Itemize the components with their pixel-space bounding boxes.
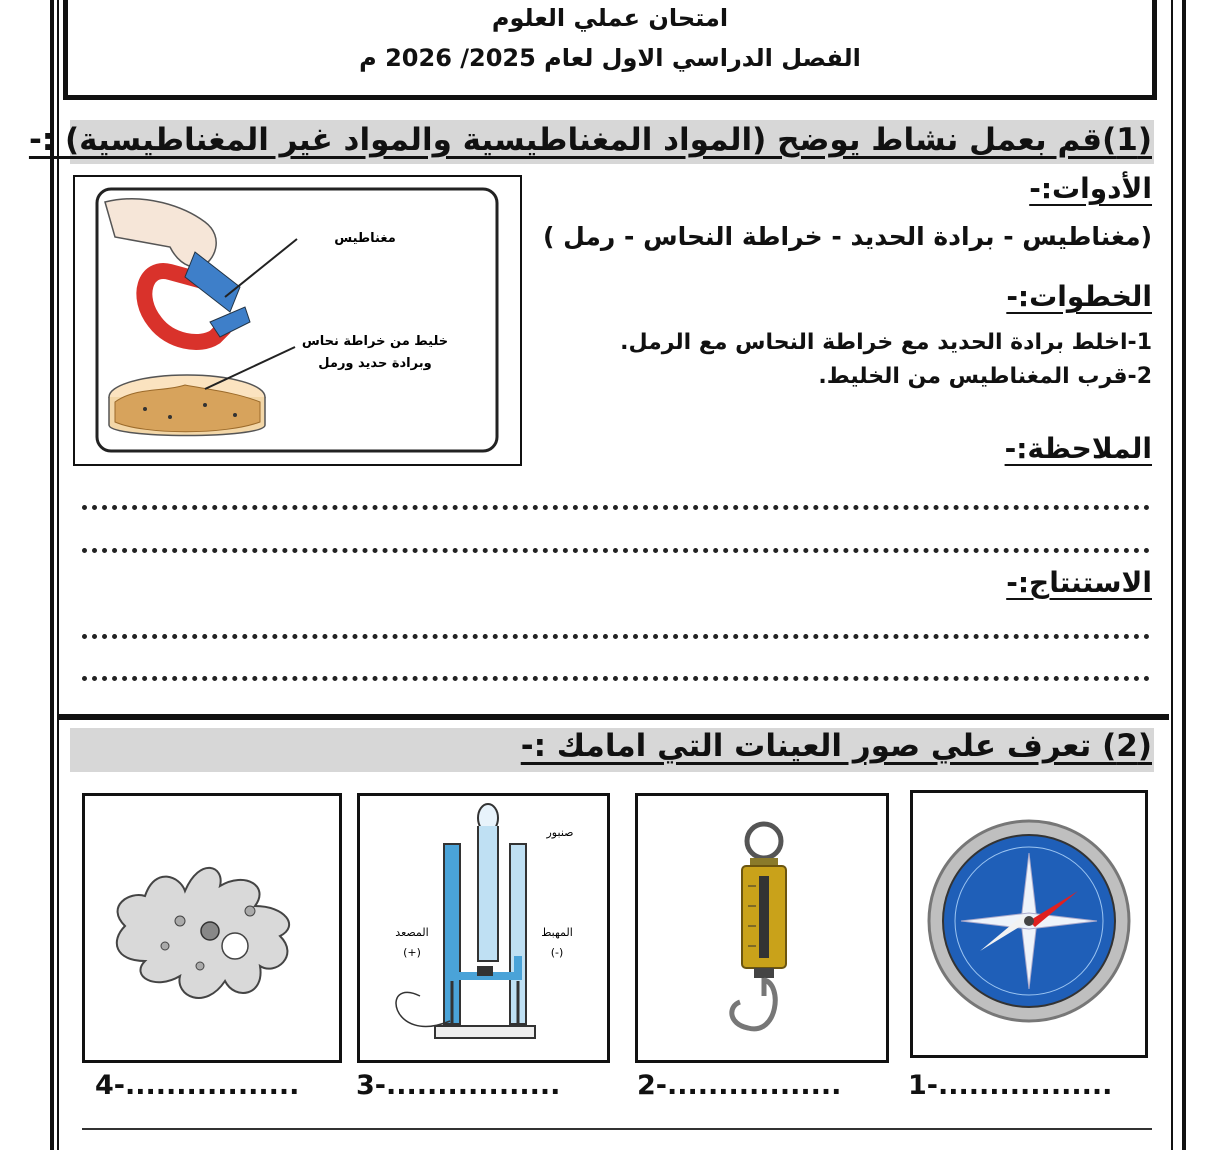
sample-4-frame	[82, 793, 342, 1063]
answer-line[interactable]	[82, 634, 1150, 639]
q1-title: (1)قم بعمل نشاط يوضح (المواد المغناطيسية والمواد غير المغناطيسية) :-	[28, 122, 1152, 158]
compass-icon	[913, 793, 1145, 1055]
sample-2-frame	[635, 793, 889, 1063]
mixture-label-1: خليط من خراطة نحاس	[301, 334, 449, 349]
sample-3-caption: 3-.................	[356, 1070, 561, 1101]
label-cathode-sign: (-)	[550, 946, 564, 959]
sample-1-frame	[910, 790, 1148, 1058]
electrolysis-apparatus-icon	[360, 796, 607, 1060]
tools-list: (مغناطيس - برادة الحديد - خراطة النحاس - رمل )	[542, 222, 1152, 251]
observation-heading: الملاحظة:-	[1004, 432, 1152, 465]
answer-line[interactable]	[82, 505, 1150, 510]
magnet-label: مغناطيس	[334, 231, 396, 246]
section-divider	[57, 714, 1169, 720]
conclusion-heading: الاستنتاج:-	[1006, 566, 1152, 599]
magnet-experiment-icon	[75, 177, 520, 464]
sample-2-caption: 2-.................	[637, 1070, 842, 1101]
steps-heading: الخطوات:-	[1006, 280, 1152, 313]
bottom-rule	[82, 1128, 1152, 1130]
answer-line[interactable]	[82, 676, 1150, 681]
label-cathode: المهبط	[541, 926, 573, 939]
label-anode-sign: (+)	[403, 946, 421, 959]
exam-header	[63, 0, 1157, 100]
sample-3-frame	[357, 793, 610, 1063]
answer-line[interactable]	[82, 548, 1150, 553]
label-anode: المصعد	[395, 926, 429, 939]
exam-title: امتحان عملي العلوم	[491, 4, 729, 32]
label-tap: صنبور	[546, 826, 574, 839]
amoeba-icon	[85, 796, 339, 1060]
step-2: 2-قرب المغناطيس من الخليط.	[818, 364, 1152, 389]
spring-balance-icon	[638, 796, 886, 1060]
step-1: 1-اخلط برادة الحديد مع خراطة النحاس مع الرمل.	[620, 330, 1152, 355]
q2-title: (2) تعرف علي صور العينات التي امامك :-	[520, 728, 1152, 764]
tools-heading: الأدوات:-	[1029, 172, 1152, 205]
magnet-experiment-figure	[73, 175, 522, 466]
sample-4-caption: 4-.................	[95, 1070, 300, 1101]
mixture-label-2: وبرادة حديد ورمل	[318, 356, 432, 371]
sample-1-caption: 1-.................	[908, 1070, 1113, 1101]
exam-term: الفصل الدراسي الاول لعام 2025/ 2026 م	[359, 44, 861, 72]
